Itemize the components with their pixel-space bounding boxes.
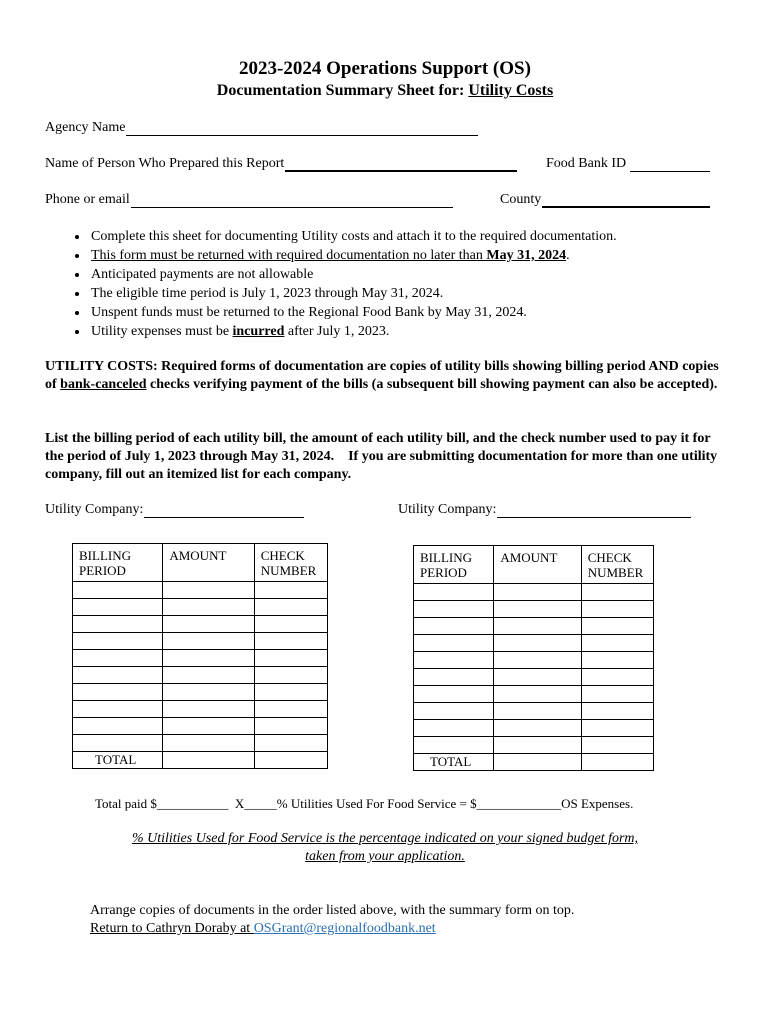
- table-row[interactable]: [414, 635, 654, 652]
- list-item: • The eligible time period is July 1, 2023 through May 31, 2024.: [89, 284, 745, 303]
- incurred-post: after July 1, 2023.: [284, 324, 390, 339]
- billing-period-header: BILLING PERIOD: [414, 546, 494, 584]
- agency-name-line[interactable]: [126, 121, 478, 136]
- total-paid-text: Total paid $___________: [95, 796, 229, 811]
- table-row[interactable]: [73, 667, 328, 684]
- email-link[interactable]: OSGrant@regionalfoodbank.net: [253, 921, 436, 936]
- agency-name-label: Agency Name: [45, 120, 126, 135]
- utility-table-1: [72, 543, 328, 769]
- table-row[interactable]: [73, 582, 328, 599]
- footer: [90, 902, 574, 938]
- prepared-by-label: Name of Person Who Prepared this Report: [45, 156, 285, 171]
- table-row[interactable]: [414, 601, 654, 618]
- deadline-text: This form must be returned with required documentation no later than: [91, 248, 487, 263]
- utility-company-label-2: Utility Company:: [398, 502, 497, 517]
- food-bank-id-line[interactable]: [630, 157, 710, 172]
- note-line-2: taken from your application.: [305, 849, 465, 864]
- total-label: TOTAL: [414, 754, 494, 771]
- table-row[interactable]: [73, 684, 328, 701]
- prepared-by-field[interactable]: [45, 156, 517, 172]
- return-prefix: Return to Cathryn Doraby at: [90, 921, 254, 936]
- incurred-emphasis: incurred: [232, 324, 285, 339]
- return-line: [90, 920, 574, 938]
- phone-email-line[interactable]: [131, 193, 453, 208]
- list-item: • Anticipated payments are not allowable: [89, 265, 745, 284]
- p1-underline: bank-canceled: [60, 377, 147, 392]
- page-title: 2023-2024 Operations Support (OS): [239, 58, 531, 79]
- instructions-list: [45, 227, 745, 341]
- deadline-date: May 31, 2024: [486, 248, 567, 263]
- table-row[interactable]: [414, 652, 654, 669]
- check-number-header: CHECK NUMBER: [254, 544, 327, 582]
- table-row[interactable]: [73, 599, 328, 616]
- prepared-by-line[interactable]: [285, 156, 517, 172]
- phone-email-label: Phone or email: [45, 192, 130, 207]
- utility-table-2: [413, 545, 654, 771]
- arrange-instructions: Arrange copies of documents in the order listed above, with the summary form on top.: [90, 903, 575, 918]
- table-row[interactable]: [414, 618, 654, 635]
- food-bank-id-label: Food Bank ID: [546, 156, 627, 171]
- table-row[interactable]: [73, 616, 328, 633]
- list-instructions-paragraph: List the billing period of each utility bill, the amount of each utility bill, and the check number used to pay it for the period of July 1, 2023 through May 31, 2024. If you are submitting documentation for more than one utility company, fill out an itemized list for each company.: [45, 431, 721, 482]
- table-row[interactable]: [414, 584, 654, 601]
- phone-email-field[interactable]: [45, 192, 453, 208]
- total-row[interactable]: [414, 754, 654, 771]
- percentage-note: [0, 830, 770, 866]
- total-row[interactable]: [73, 752, 328, 769]
- utility-company-label-1: Utility Company:: [45, 502, 144, 517]
- table-row[interactable]: [414, 737, 654, 754]
- table-row[interactable]: [414, 686, 654, 703]
- total-label: TOTAL: [73, 752, 163, 769]
- amount-header: AMOUNT: [163, 544, 254, 582]
- percentage-calc-text: X_____% Utilities Used For Food Service = $_____________OS Expenses.: [234, 796, 634, 811]
- table-row[interactable]: [73, 650, 328, 667]
- table-row[interactable]: [73, 701, 328, 718]
- calculation-line: [95, 796, 633, 812]
- county-line[interactable]: [542, 192, 710, 208]
- table-row[interactable]: [414, 720, 654, 737]
- utility-company-line-2[interactable]: [497, 503, 691, 518]
- food-bank-id-field[interactable]: [546, 156, 710, 172]
- amount-header: AMOUNT: [494, 546, 581, 584]
- subtitle-prefix: Documentation Summary Sheet for:: [216, 82, 469, 99]
- utility-company-line-1[interactable]: [144, 503, 304, 518]
- p1-pre: UTILITY COSTS: Required forms of documentation are copies of utility bills showing billing period AND copies of: [45, 359, 719, 392]
- note-line-1: % Utilities Used for Food Service is the percentage indicated on your signed budget form,: [131, 831, 639, 846]
- county-label: County: [500, 192, 542, 207]
- subtitle-highlight: Utility Costs: [468, 82, 554, 99]
- billing-period-header: BILLING PERIOD: [73, 544, 163, 582]
- list-item: • This form must be returned with required documentation no later than May 31, 2024.: [89, 246, 745, 265]
- check-number-header: CHECK NUMBER: [581, 546, 653, 584]
- list-item: • Complete this sheet for documenting Utility costs and attach it to the required documentation.: [89, 227, 745, 246]
- table-row[interactable]: [414, 703, 654, 720]
- page-subtitle: [0, 82, 770, 100]
- list-item: [89, 322, 745, 341]
- incurred-pre: Utility expenses must be: [91, 324, 233, 339]
- utility-company-field-2[interactable]: [398, 502, 691, 518]
- utility-costs-paragraph: [45, 358, 725, 394]
- county-field[interactable]: [500, 192, 710, 208]
- table-row[interactable]: [73, 633, 328, 650]
- table-row[interactable]: [414, 669, 654, 686]
- agency-name-field[interactable]: [45, 120, 478, 136]
- utility-company-field-1[interactable]: [45, 502, 304, 518]
- table-row[interactable]: [73, 718, 328, 735]
- p1-post: checks verifying payment of the bills (a subsequent bill showing payment can also be accepted).: [146, 377, 718, 392]
- list-item: • Unspent funds must be returned to the Regional Food Bank by May 31, 2024.: [89, 303, 745, 322]
- table-row[interactable]: [73, 735, 328, 752]
